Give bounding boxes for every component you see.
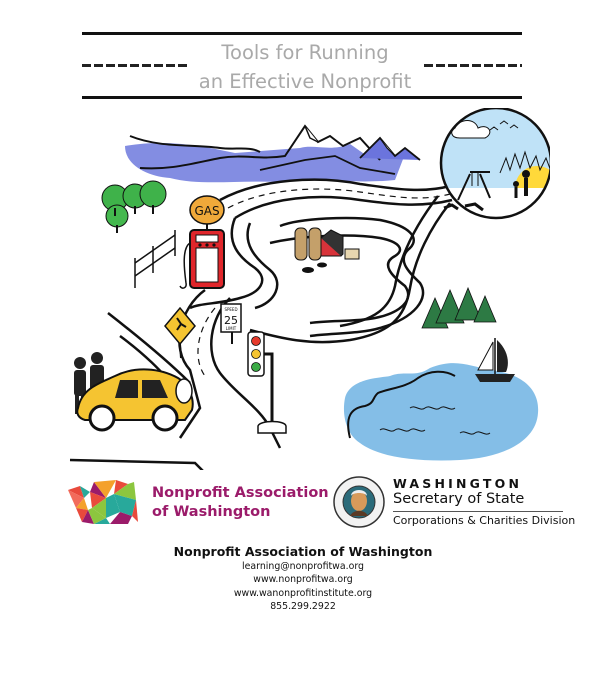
speed-limit-sign	[221, 304, 241, 344]
title-left-dashes	[82, 64, 187, 67]
naw-name	[152, 484, 329, 522]
title-right-dashes	[424, 64, 522, 67]
title-line-2: an Effective Nonprofit	[198, 70, 412, 93]
sos-divider	[393, 511, 563, 512]
contact-website-1[interactable]: www.nonprofitwa.org	[253, 574, 353, 586]
state-seal-icon	[333, 476, 385, 528]
svg-text:LIMIT: LIMIT	[225, 326, 237, 331]
traffic-light-illustration	[248, 332, 286, 433]
contact-block	[0, 543, 606, 613]
sos-logo	[333, 474, 576, 534]
sos-title: Secretary of State	[393, 491, 525, 507]
title-top-rule	[82, 32, 522, 35]
contact-phone: 855.299.2922	[270, 600, 336, 612]
naw-name-line-1: Nonprofit Association	[152, 485, 329, 501]
page-title	[180, 38, 430, 96]
sailboat-illustration	[475, 338, 515, 382]
fence-illustration	[135, 230, 175, 288]
gas-sign-label: GAS	[194, 204, 220, 218]
title-bottom-rule	[82, 96, 522, 99]
playground-scene-illustration	[440, 108, 550, 228]
contact-website-2[interactable]: www.wanonprofitinstitute.org	[233, 587, 373, 599]
contact-email[interactable]: learning@nonprofitwa.org	[242, 561, 364, 572]
washington-mosaic-icon	[66, 478, 146, 528]
pine-forest-illustration	[422, 288, 496, 328]
svg-text:SPEED: SPEED	[224, 307, 238, 312]
sos-division: Corporations & Charities Division	[393, 514, 576, 527]
contact-organization: Nonprofit Association of Washington	[173, 544, 433, 559]
speed-limit-value: 25	[224, 314, 238, 327]
trees-illustration	[102, 181, 166, 233]
road-map-illustration	[60, 108, 550, 470]
gas-station-illustration	[180, 196, 224, 288]
mountains-illustration	[125, 126, 420, 182]
naw-name-line-2: of Washington	[152, 504, 271, 520]
naw-logo	[66, 478, 341, 528]
pedestrian-crossing-sign	[165, 308, 195, 358]
title-line-1: Tools for Running	[221, 41, 389, 64]
sos-state-name: WASHINGTON	[393, 476, 523, 491]
